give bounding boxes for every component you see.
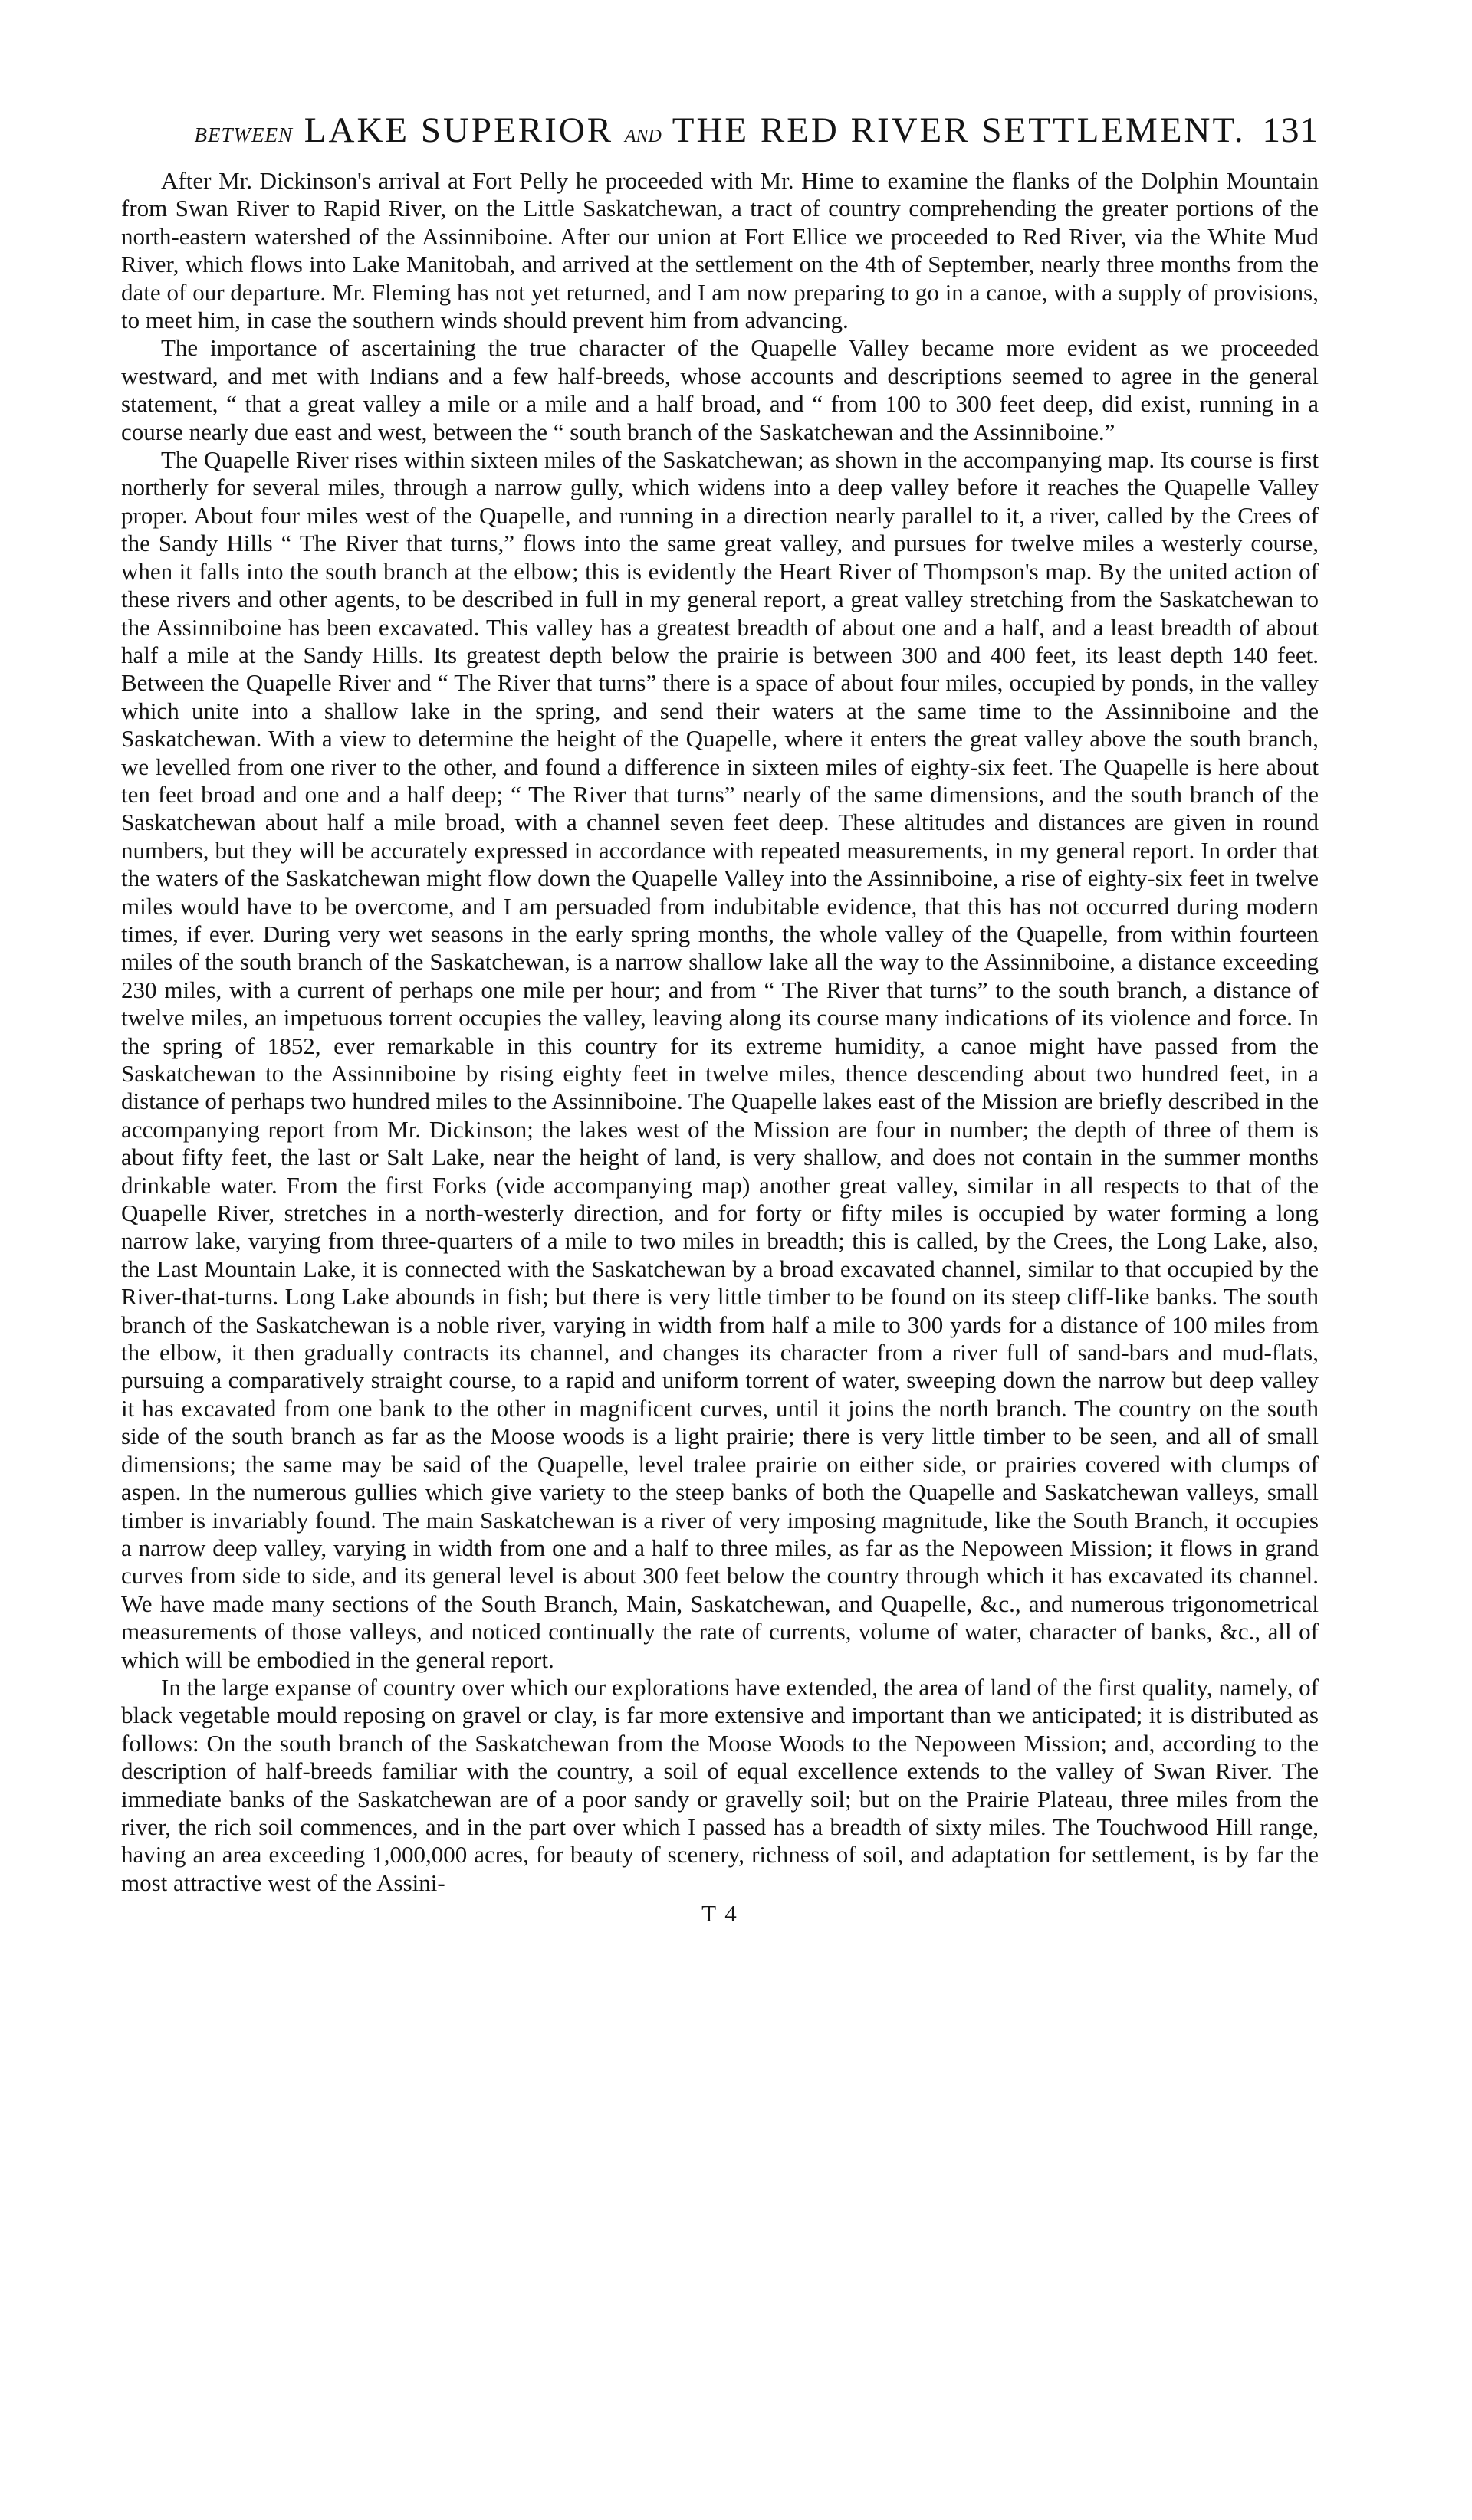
paragraph-land-quality: In the large expanse of country over which our explorations have extended, the area of land of the first quality, namely, of black vegetable mould reposing on gravel or clay, is far more extensive and important than we anticipated; it is distributed as follows: On the south branch of the Saskatchewan from the Moose Woods to the Nepoween Mission; and, according to the description of half-breeds familiar with the country, a soil of equal excellence extends to the valley of Swan River. The immediate banks of the Saskatchewan are of a poor sandy or gravelly soil; but on the Prairie Plateau, three miles from the river, the rich soil commences, and in the part over which I passed has a breadth of sixty miles. The Touchwood Hill range, having an area exceeding 1,000,000 acres, for beauty of scenery, richness of soil, and adaptation for settlement, is by far the most attractive west of the Assini-: [121, 1673, 1319, 1896]
page-number: 131: [1262, 110, 1319, 150]
paragraph-dickinson-arrival: After Mr. Dickinson's arrival at Fort Pelly he proceeded with Mr. Hime to examine the flanks of the Dolphin Mountain from Swan River to Rapid River, on the Little Saskatchewan, a tract of country comprehending the greater portions of the north-eastern watershed of the Assinniboine. After our union at Fort Ellice we proceeded to Red River, via the White Mud River, which flows into Lake Manitobah, and arrived at the settlement on the 4th of September, nearly three months from the date of our departure. Mr. Fleming has not yet returned, and I am now preparing to go in a canoe, with a supply of provisions, to meet him, in case the southern winds should prevent him from advancing.: [121, 167, 1319, 334]
running-head-title-part2: THE RED RIVER SETTLEMENT.: [672, 110, 1246, 150]
running-head: [121, 100, 1319, 161]
signature-mark: T 4: [702, 1900, 738, 1928]
paragraph-quapelle-importance: The importance of ascertaining the true character of the Quapelle Valley became more evident as we proceeded westward, and met with Indians and a few half-breeds, whose accounts and descriptions seemed to agree in the general statement, “ that a great valley a mile or a mile and a half broad, and “ from 100 to 300 feet deep, did exist, running in a course nearly due east and west, between the “ south branch of the Saskatchewan and the Assinniboine.”: [121, 334, 1319, 445]
paragraph-quapelle-river: The Quapelle River rises within sixteen miles of the Saskatchewan; as shown in the accompanying map. Its course is first northerly for several miles, through a narrow gully, which widens into a deep valley before it reaches the Quapelle Valley proper. About four miles west of the Quapelle, and running in a direction nearly parallel to it, a river, called by the Crees of the Sandy Hills “ The River that turns,” flows into the same great valley, and pursues for twelve miles a westerly course, when it falls into the south branch at the elbow; this is evidently the Heart River of Thompson's map. By the united action of these rivers and other agents, to be described in full in my general report, a great valley stretching from the Saskatchewan to the Assinniboine has been excavated. This valley has a greatest breadth of about one and a half, and a least breadth of about half a mile at the Sandy Hills. Its greatest depth below the prairie is between 300 and 400 feet, its least depth 140 feet. Between the Quapelle River and “ The River that turns” there is a space of about four miles, occupied by ponds, in the valley which unite into a shallow lake in the spring, and send their waters at the same time to the Assinniboine and the Saskatchewan. With a view to determine the height of the Quapelle, where it enters the great valley above the south branch, we levelled from one river to the other, and found a difference in sixteen miles of eighty-six feet. The Quapelle is here about ten feet broad and one and a half deep; “ The River that turns” nearly of the same dimensions, and the south branch of the Saskatchewan about half a mile broad, with a channel seven feet deep. These altitudes and distances are given in round numbers, but they will be accurately expressed in accordance with repeated measurements, in my general report. In order that the waters of the Saskatchewan might flow down the Quapelle Valley into the Assinniboine, a rise of eighty-six feet in twelve miles would have to be overcome, and I am persuaded from indubitable evidence, that this has not occurred during modern times, if ever. During very wet seasons in the early spring months, the whole valley of the Quapelle, from within fourteen miles of the south branch of the Saskatchewan, is a narrow shallow lake all the way to the Assinniboine, a distance exceeding 230 miles, with a current of perhaps one mile per hour; and from “ The River that turns” to the south branch, a distance of twelve miles, an impetuous torrent occupies the valley, leaving along its course many indications of its violence and force. In the spring of 1852, ever remarkable in this country for its extreme humidity, a canoe might have passed from the Saskatchewan to the Assinniboine by rising eighty feet in twelve miles, thence descending about two hundred feet, in a distance of perhaps two hundred miles to the Assinniboine. The Quapelle lakes east of the Mission are briefly described in the accompanying report from Mr. Dickinson; the lakes west of the Mission are four in number; the depth of three of them is about fifty feet, the last or Salt Lake, near the height of land, is very shallow, and does not contain in the summer months drinkable water. From the first Forks (vide accompanying map) another great valley, similar in all respects to that of the Quapelle River, stretches in a north-westerly direction, and for forty or fifty miles is occupied by water forming a long narrow lake, varying from three-quarters of a mile to two miles in breadth; this is called, by the Crees, the Long Lake, also, the Last Mountain Lake, it is connected with the Saskatchewan by a broad excavated channel, similar to that occupied by the River-that-turns. Long Lake abounds in fish; but there is very little timber to be found on its steep cliff-like banks. The south branch of the Saskatchewan is a noble river, varying in width from half a mile to 300 yards for a distance of 100 miles from the elbow, it then gradually contracts its channel, and changes its character from a river full of sand-bars and mud-flats, pursuing a comparatively straight course, to a rapid and uniform torrent of water, sweeping down the narrow but deep valley it has excavated from one bank to the other in magnificent curves, until it joins the north branch. The country on the south side of the south branch as far as the Moose woods is a light prairie; there is very little timber to be seen, and all of small dimensions; the same may be said of the Quapelle, level tralee prairie on either side, or prairies covered with clumps of aspen. In the numerous gullies which give variety to the steep banks of both the Quapelle and Saskatchewan valleys, small timber is invariably found. The main Saskatchewan is a river of very imposing magnitude, like the South Branch, it occupies a narrow deep valley, varying in width from one and a half to three miles, as far as the Nepoween Mission; it flows in grand curves from side to side, and its general level is about 300 feet below the country through which it has excavated its channel. We have made many sections of the South Branch, Main, Saskatchewan, and Quapelle, &c., and numerous trigonometrical measurements of those valleys, and noticed continually the rate of currents, volume of water, character of banks, &c., all of which will be embodied in the general report.: [121, 446, 1319, 1673]
running-head-prefix: between: [194, 116, 294, 149]
running-head-title-part1: LAKE SUPERIOR: [304, 110, 614, 150]
running-head-conjunction: and: [624, 120, 662, 148]
body-text: [121, 167, 1319, 1897]
